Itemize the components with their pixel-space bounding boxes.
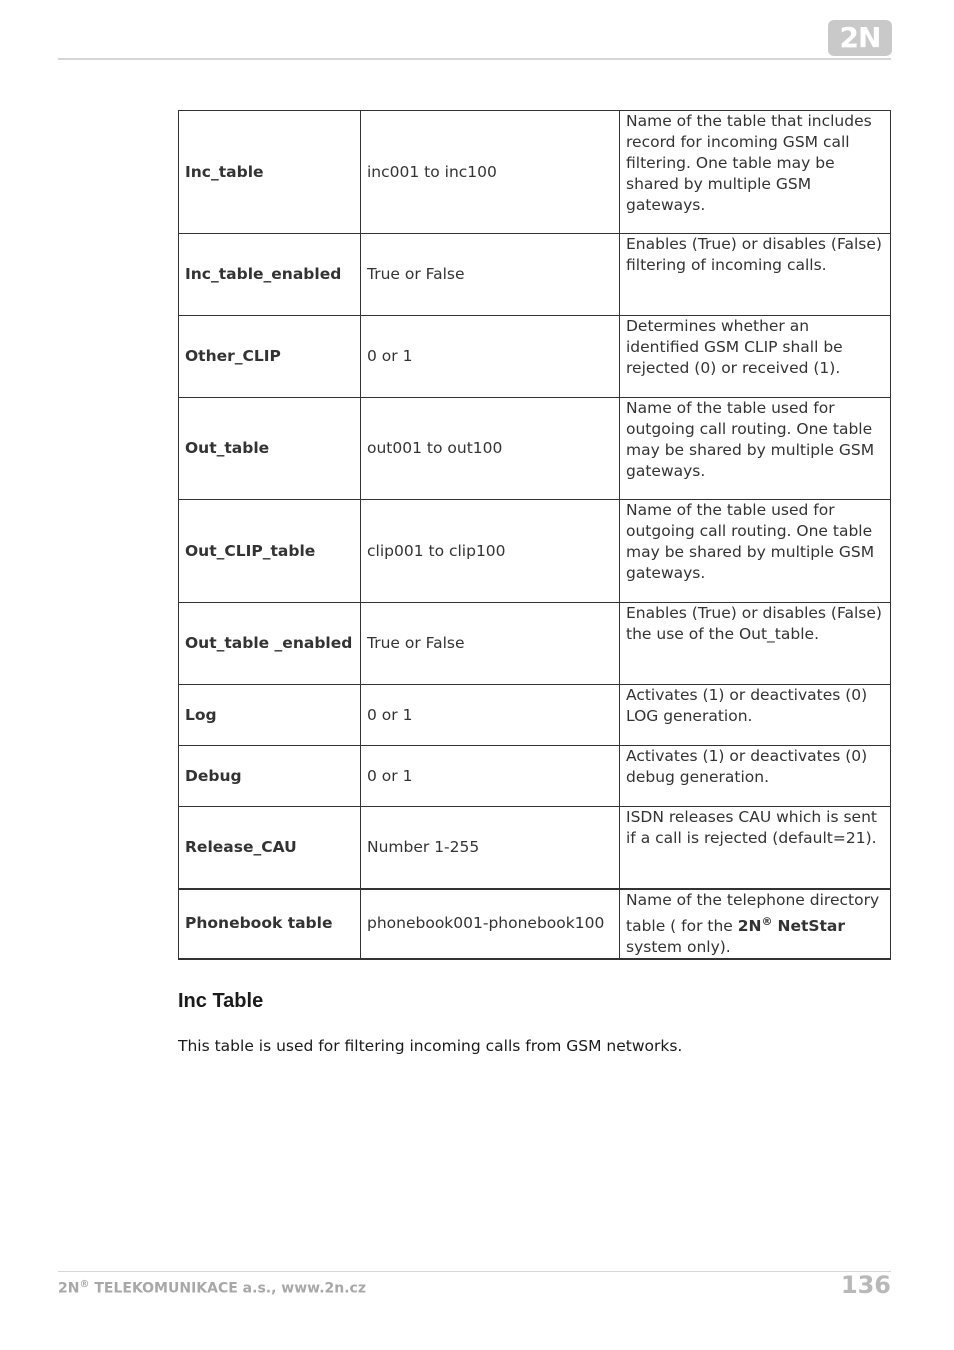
page-number: 136: [840, 1271, 891, 1299]
parameters-table: [178, 110, 891, 960]
param-description: Name of the telephone directory table ( for the 2N® NetStar system only).: [620, 889, 891, 959]
section-heading: Inc Table: [178, 990, 264, 1012]
param-value: 0 or 1: [361, 316, 620, 398]
param-name: Other_CLIP: [179, 316, 361, 398]
table-row: [179, 398, 891, 500]
table-row: [179, 889, 891, 959]
param-value: inc001 to inc100: [361, 111, 620, 234]
table-row: [179, 234, 891, 316]
param-description: Activates (1) or deactivates (0) debug generation.: [620, 746, 891, 807]
table-row: [179, 685, 891, 746]
param-description: Activates (1) or deactivates (0) LOG generation.: [620, 685, 891, 746]
param-name: Out_table: [179, 398, 361, 500]
param-description: Name of the table used for outgoing call routing. One table may be shared by multiple GSM gateways.: [620, 398, 891, 500]
param-value: clip001 to clip100: [361, 500, 620, 603]
param-name: Phonebook table: [179, 889, 361, 959]
footer-company: 2N® TELEKOMUNIKACE a.s., www.2n.cz: [58, 1279, 366, 1297]
param-value: 0 or 1: [361, 746, 620, 807]
param-name: Release_CAU: [179, 807, 361, 889]
param-description: Enables (True) or disables (False) filtering of incoming calls.: [620, 234, 891, 316]
section-paragraph: This table is used for filtering incoming calls from GSM networks.: [178, 1037, 683, 1055]
table-row: [179, 746, 891, 807]
param-name: Out_table _enabled: [179, 603, 361, 685]
param-description: Name of the table used for outgoing call routing. One table may be shared by multiple GSM gateways.: [620, 500, 891, 603]
param-value: True or False: [361, 234, 620, 316]
param-name: Inc_table_enabled: [179, 234, 361, 316]
table-row: [179, 500, 891, 603]
table-row: [179, 111, 891, 234]
table-row: [179, 316, 891, 398]
param-description: Determines whether an identified GSM CLIP shall be rejected (0) or received (1).: [620, 316, 891, 398]
param-value: True or False: [361, 603, 620, 685]
param-description: Enables (True) or disables (False) the use of the Out_table.: [620, 603, 891, 685]
table-row: [179, 603, 891, 685]
product-name: NetStar: [777, 916, 846, 935]
param-name: Out_CLIP_table: [179, 500, 361, 603]
table-row: [179, 807, 891, 889]
registered-mark: ®: [761, 914, 773, 928]
registered-mark: ®: [79, 1279, 90, 1290]
param-name: Log: [179, 685, 361, 746]
footer-divider: [58, 1271, 891, 1272]
param-name: Inc_table: [179, 111, 361, 234]
brand-name: 2N: [737, 916, 762, 935]
param-value: Number 1-255: [361, 807, 620, 889]
param-value: phonebook001-phonebook100: [361, 889, 620, 959]
param-description: ISDN releases CAU which is sent if a call is rejected (default=21).: [620, 807, 891, 889]
param-description: Name of the table that includes record for incoming GSM call filtering. One table may be shared by multiple GSM gateways.: [620, 111, 891, 234]
header-divider: [58, 58, 891, 60]
param-value: out001 to out100: [361, 398, 620, 500]
company-logo: 2N: [828, 20, 892, 56]
param-value: 0 or 1: [361, 685, 620, 746]
param-name: Debug: [179, 746, 361, 807]
